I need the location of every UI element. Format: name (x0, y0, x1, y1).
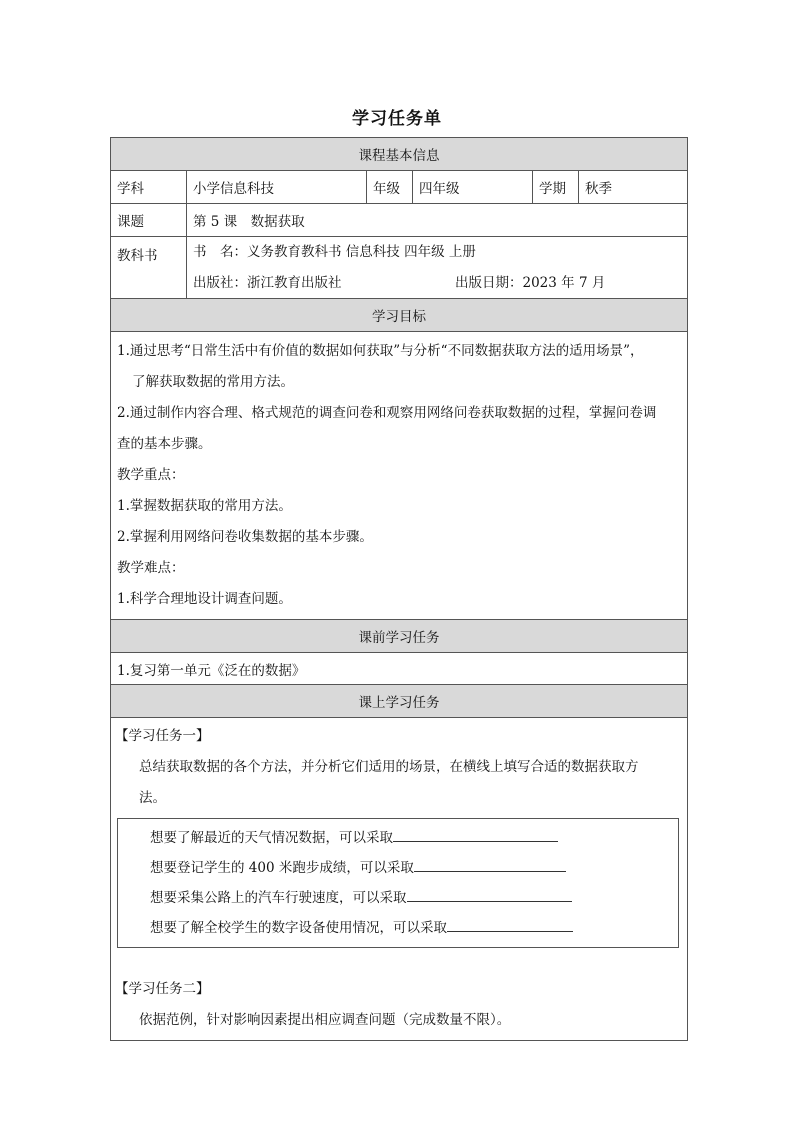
pre-class-header: 课前学习任务 (111, 620, 687, 652)
textbook-row (111, 237, 687, 299)
question-4-text: 想要了解全校学生的数字设备使用情况，可以采取 (150, 920, 447, 936)
pre-class-item-1: 1.复习第一单元《泛在的数据》 (117, 662, 306, 679)
pre-class-header-row (111, 620, 687, 653)
answer-blank-4[interactable] (447, 919, 573, 932)
difficult-point-1: 1.科学合理地设计调查问题。 (117, 591, 292, 607)
textbook-label: 教科书 (111, 237, 187, 298)
textbook-name: 书 名：义务教育教科书 信息科技 四年级 上册 (193, 244, 476, 260)
in-class-content (111, 718, 687, 1040)
answer-blank-1[interactable] (393, 829, 558, 842)
task-2-desc: 依据范例，针对影响因素提出相应调查问题（完成数量不限）。 (139, 1012, 511, 1028)
question-3 (150, 883, 678, 913)
basic-info-header-row (111, 138, 687, 171)
objectives-content (111, 332, 687, 619)
page-title: 学习任务单 (352, 109, 442, 129)
objectives-header-row (111, 299, 687, 332)
in-class-header: 课上学习任务 (111, 685, 687, 717)
publish-date: 出版日期：2023 年 7 月 (455, 275, 606, 291)
question-1 (150, 823, 678, 853)
term-value: 秋季 (585, 181, 612, 197)
question-2 (150, 853, 678, 883)
task-1-desc-line2: 法。 (139, 790, 166, 806)
objective-1-line1: 1.通过思考“日常生活中有价值的数据如何获取”与分析“不同数据获取方法的适用场景”， (117, 343, 644, 359)
answer-blank-3[interactable] (407, 889, 572, 902)
textbook-publish-line (193, 268, 681, 299)
grade-value: 四年级 (413, 171, 533, 203)
lesson-value: 第 5 课 数据获取 (193, 214, 305, 230)
basic-info-header: 课程基本信息 (111, 138, 687, 170)
objectives-header: 学习目标 (111, 299, 687, 331)
objective-2-line2: 查的基本步骤。 (117, 436, 212, 452)
subject-row (111, 171, 687, 204)
question-2-text: 想要登记学生的 400 米跑步成绩，可以采取 (150, 860, 414, 876)
term-label: 学期 (533, 171, 579, 203)
question-1-text: 想要了解最近的天气情况数据，可以采取 (150, 830, 393, 846)
subject-value: 小学信息科技 (187, 171, 367, 203)
in-class-header-row (111, 685, 687, 718)
textbook-info (187, 237, 687, 298)
objective-1-line2: 了解获取数据的常用方法。 (132, 374, 294, 390)
task-1-question-box (117, 818, 679, 948)
key-point-2: 2.掌握利用网络问卷收集数据的基本步骤。 (117, 529, 373, 545)
grade-label: 年级 (367, 171, 413, 203)
subject-label: 学科 (111, 171, 187, 203)
question-3-text: 想要采集公路上的汽车行驶速度，可以采取 (150, 890, 407, 906)
in-class-content-row (111, 718, 687, 1040)
answer-blank-2[interactable] (414, 859, 566, 872)
pre-class-content-row (111, 653, 687, 685)
publisher: 出版社：浙江教育出版社 (193, 275, 342, 291)
question-4 (150, 913, 678, 943)
task-sheet-table (110, 137, 688, 1041)
key-point-1: 1.掌握数据获取的常用方法。 (117, 498, 292, 514)
key-points-label: 教学重点： (117, 467, 185, 483)
task-1-desc-line1: 总结获取数据的各个方法，并分析它们适用的场景，在横线上填写合适的数据获取方 (139, 759, 639, 775)
difficult-points-label: 教学难点： (117, 560, 185, 576)
task-2-title: 【学习任务二】 (115, 981, 210, 997)
lesson-row (111, 204, 687, 237)
objectives-content-row (111, 332, 687, 620)
objective-2-line1: 2.通过制作内容合理、格式规范的调查问卷和观察用网络问卷获取数据的过程，掌握问卷调 (117, 405, 657, 421)
task-1-title: 【学习任务一】 (115, 728, 210, 744)
lesson-label: 课题 (111, 204, 187, 236)
